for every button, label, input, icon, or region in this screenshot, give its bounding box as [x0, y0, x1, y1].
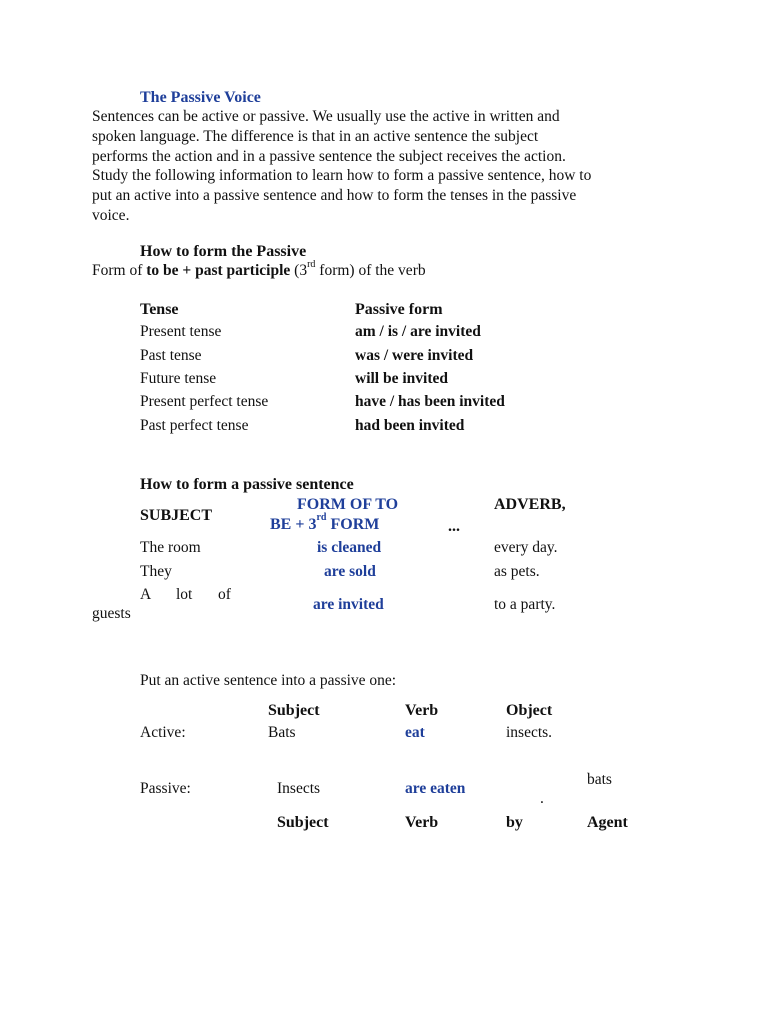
- column-subject: SUBJECT: [140, 507, 213, 524]
- active-header-verb: Verb: [405, 702, 439, 719]
- active-label: Active:: [140, 724, 186, 741]
- intro-line: spoken language. The difference is that in an active sentence the subject: [92, 127, 539, 145]
- active-object: insects.: [506, 724, 553, 741]
- column-form-sup: rd: [316, 512, 327, 523]
- intro-line: performs the action and in a passive sentence the subject receives the action.: [92, 147, 566, 165]
- example-adverb: to a party.: [494, 596, 556, 613]
- example-subject-part: guests: [92, 605, 131, 622]
- tense-cell: Future tense: [140, 370, 217, 387]
- column-ellipsis: ...: [448, 518, 460, 535]
- passive-footer-by: by: [506, 814, 523, 831]
- passive-footer-subject: Subject: [277, 814, 329, 831]
- passive-agent: bats: [587, 771, 612, 788]
- passive-footer-agent: Agent: [587, 814, 628, 831]
- passive-cell: was / were invited: [355, 347, 474, 364]
- example-adverb: as pets.: [494, 563, 540, 580]
- example-subject: The room: [140, 539, 201, 556]
- form-suffix: form) of the verb: [315, 262, 426, 279]
- example-verb: are invited: [313, 596, 384, 613]
- intro-line: Study the following information to learn how to form a passive sentence, how to: [92, 167, 592, 185]
- example-verb: are sold: [324, 563, 376, 580]
- form-sup: rd: [307, 259, 316, 270]
- passive-verb: are eaten: [405, 780, 466, 797]
- intro-line: voice.: [92, 206, 130, 224]
- passive-cell: will be invited: [355, 370, 449, 387]
- form-prefix: Form of: [92, 262, 147, 279]
- passive-dot: .: [540, 790, 544, 807]
- passive-label: Passive:: [140, 780, 191, 797]
- example-subject-part: lot: [176, 586, 193, 603]
- column-form-line1: FORM OF TO: [297, 496, 399, 513]
- form-bold: to be + past participle: [146, 262, 291, 279]
- intro-paragraph: [92, 107, 682, 226]
- passive-cell: am / is / are invited: [355, 323, 481, 340]
- tense-cell: Past perfect tense: [140, 417, 249, 434]
- conversion-intro: Put an active sentence into a passive one:: [140, 672, 397, 689]
- passive-subject: Insects: [277, 780, 321, 797]
- form-description: [92, 259, 426, 281]
- intro-line: put an active into a passive sentence and how to form the tenses in the passive: [92, 187, 577, 205]
- column-form-line2: [270, 512, 380, 534]
- passive-footer-verb: Verb: [405, 814, 439, 831]
- example-adverb: every day.: [494, 539, 558, 556]
- passive-cell: have / has been invited: [355, 393, 505, 410]
- column-adverb: ADVERB,: [494, 496, 566, 513]
- column-form-b: FORM: [326, 516, 380, 533]
- passive-form-header: Passive form: [355, 301, 443, 318]
- section-heading-how-to-form: How to form the Passive: [140, 243, 307, 260]
- example-verb: is cleaned: [317, 539, 382, 556]
- column-form-a: BE + 3: [270, 516, 317, 533]
- active-verb: eat: [405, 724, 425, 741]
- tense-header: Tense: [140, 301, 179, 318]
- form-mid: (3: [290, 262, 308, 279]
- example-subject-part: of: [218, 586, 231, 603]
- intro-line: Sentences can be active or passive. We usually use the active in written and: [92, 108, 560, 125]
- example-subject: They: [140, 563, 172, 580]
- active-header-subject: Subject: [268, 702, 320, 719]
- active-subject: Bats: [268, 724, 296, 741]
- page-title: The Passive Voice: [140, 89, 261, 106]
- passive-cell: had been invited: [355, 417, 465, 434]
- tense-cell: Present perfect tense: [140, 393, 269, 410]
- example-subject-part: A: [140, 586, 152, 603]
- section-heading-passive-sentence: How to form a passive sentence: [140, 476, 354, 493]
- tense-cell: Past tense: [140, 347, 202, 364]
- active-header-object: Object: [506, 702, 553, 719]
- tense-cell: Present tense: [140, 323, 222, 340]
